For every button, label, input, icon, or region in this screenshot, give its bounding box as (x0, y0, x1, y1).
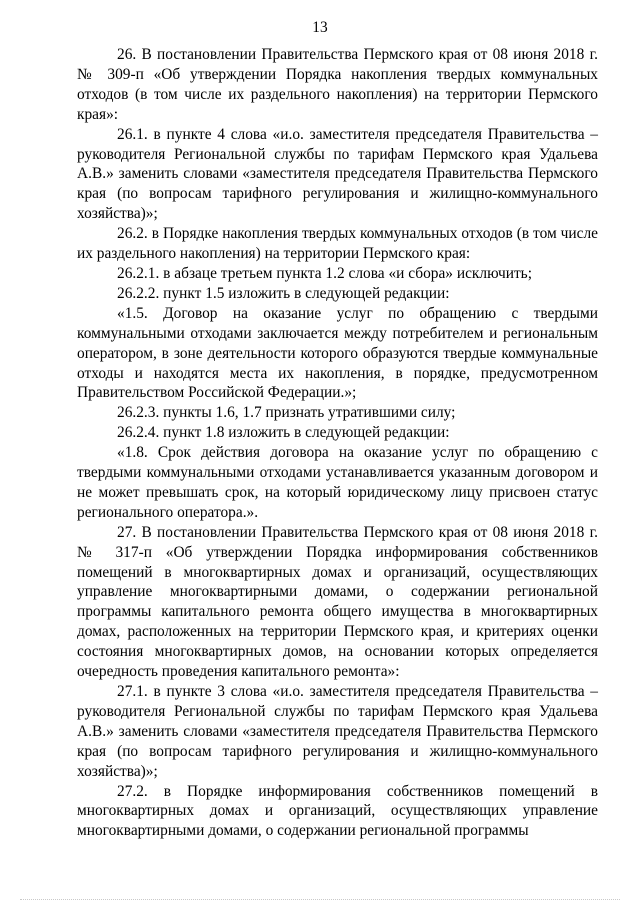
paragraph-26-2: 26.2. в Порядке накопления твердых коммунальных отходов (в том числе их раздельного накопления) на территории Пермского края: (77, 225, 598, 263)
paragraph-26-2-1: 26.2.1. в абзаце третьем пункта 1.2 слова «и сбора» исключить; (117, 264, 532, 282)
paragraph-27: 27. В постановлении Правительства Пермского края от 08 июня 2018 г. № 317-п «Об утверждении Порядка информирования собственников помещений в многоквартирных домах и организаций, осуществляющих управление многоквартирными домами, о содержании региональной программы капитального ремонта общего имущества в многоквартирных домах, расположенных на территории Пермского края, и критериях оценки состояния многоквартирных домов, на основании которых определяется очередность проведения капитального ремонта»: (77, 523, 598, 681)
paragraph-26-1: 26.1. в пункте 4 слова «и.о. заместителя председателя Правительства – руководителя Региональной службы по тарифам Пермского края Удальева А.В.» заменить словами «заместителя председателя Правительства Пермского края (по вопросам тарифного регулирования и жилищно-коммунального хозяйства)»; (77, 125, 598, 223)
quoted-clause-1-8: «1.8. Срок действия договора на оказание услуг по обращению с твердыми коммунальными отходами устанавливается указанным договором и не может превышать срок, на который юридическому лицу присвоен статус регионального оператора.». (77, 444, 598, 521)
paragraph-26-2-4: 26.2.4. пункт 1.8 изложить в следующей редакции: (117, 424, 450, 442)
quoted-clause-1-5: «1.5. Договор на оказание услуг по обращению с твердыми коммунальными отходами заключается между потребителем и региональным оператором, в зоне деятельности которого образуются твердые коммунальные отходы и находятся места их накопления, в порядке, предусмотренном Правительством Российской Федерации.»; (77, 304, 598, 402)
paragraph-27-1: 27.1. в пункте 3 слова «и.о. заместителя председателя Правительства – руководителя Региональной службы по тарифам Пермского края Удальева А.В.» заменить словами «заместителя председателя Правительства Пермского края (по вопросам тарифного регулирования и жилищно-коммунального хозяйства)»; (77, 683, 598, 780)
paragraph-26: 26. В постановлении Правительства Пермского края от 08 июня 2018 г. № 309-п «Об утверждении Порядка накопления твердых коммунальных отходов (в том числе их раздельного накопления) на территории Пермского края»: (77, 46, 598, 123)
paragraph-27-2: 27.2. в Порядке информирования собственников помещений в многоквартирных домах и организаций, осуществляющих управление многоквартирными домами, о содержании региональной программы (77, 782, 598, 840)
document-body (77, 45, 598, 841)
paragraph-26-2-2: 26.2.2. пункт 1.5 изложить в следующей редакции: (117, 284, 450, 302)
page-number: 13 (312, 19, 328, 36)
scan-edge-mark (20, 899, 620, 901)
paragraph-26-2-3: 26.2.3. пункты 1.6, 1.7 признать утратившими силу; (117, 404, 456, 422)
